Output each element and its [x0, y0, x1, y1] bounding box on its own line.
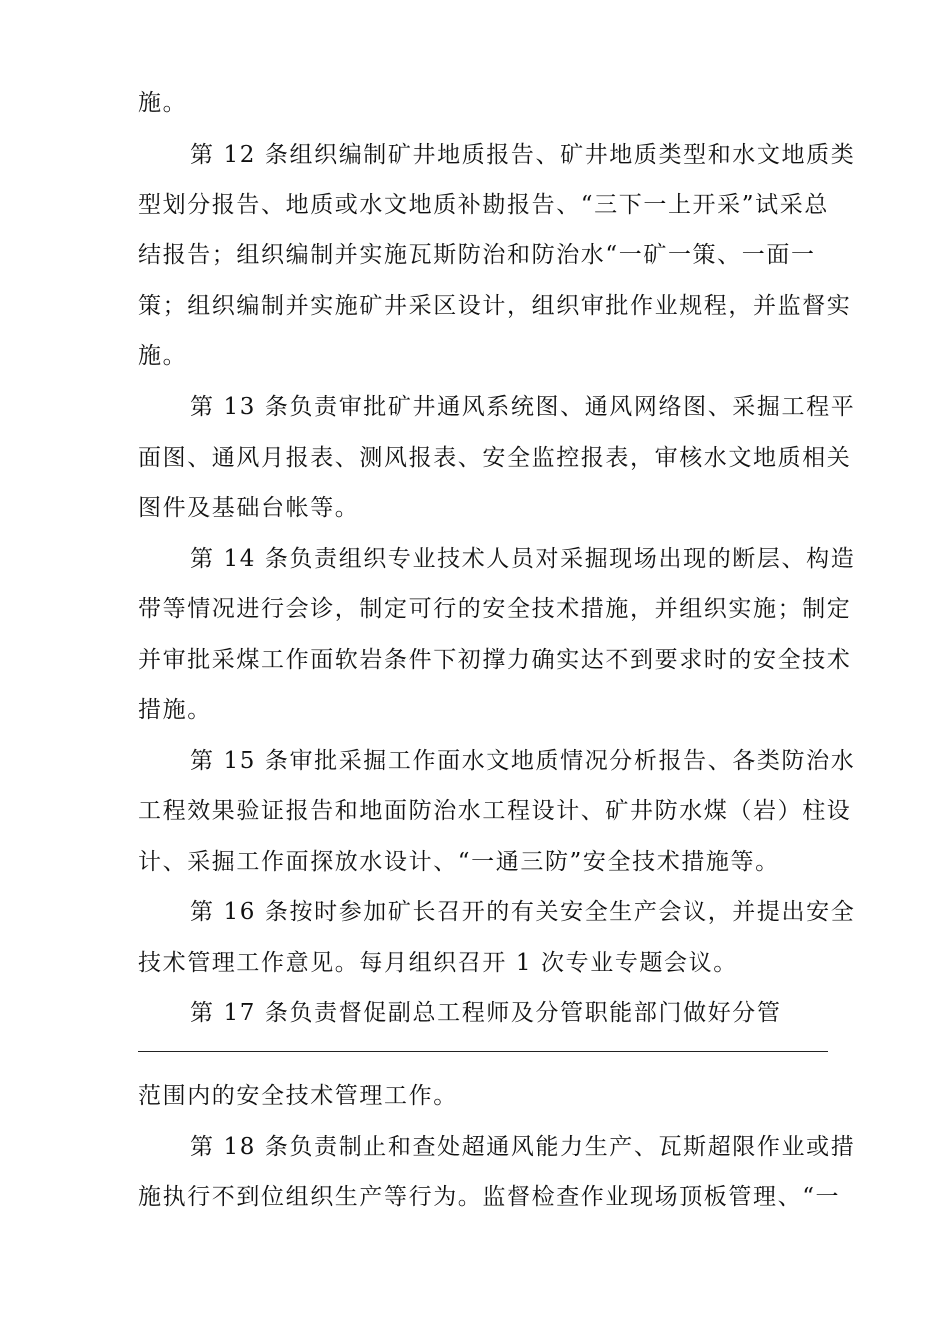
text-line: 第 14 条负责组织专业技术人员对采掘现场出现的断层、构造 [190, 546, 856, 572]
text-line: 计、采掘工作面探放水设计、“一通三防”安全技术措施等。 [138, 849, 780, 875]
text-line: 结报告；组织编制并实施瓦斯防治和防治水“一矿一策、一面一 [138, 242, 816, 268]
text-line: 策；组织编制并实施矿井采区设计，组织审批作业规程，并监督实 [138, 293, 852, 319]
text-line: 第 18 条负责制止和查处超通风能力生产、瓦斯超限作业或措 [190, 1134, 856, 1160]
text-line: 带等情况进行会诊，制定可行的安全技术措施，并组织实施；制定 [138, 596, 852, 622]
text-line: 第 15 条审批采掘工作面水文地质情况分析报告、各类防治水 [190, 748, 856, 774]
text-line: 第 13 条负责审批矿井通风系统图、通风网络图、采掘工程平 [190, 394, 856, 420]
text-line: 型划分报告、地质或水文地质补勘报告、“三下一上开采”试采总 [138, 192, 829, 218]
text-line: 施执行不到位组织生产等行为。监督检查作业现场顶板管理、“一 [138, 1184, 841, 1210]
text-line: 第 16 条按时参加矿长召开的有关安全生产会议，并提出安全 [190, 899, 856, 925]
text-line: 工程效果验证报告和地面防治水工程设计、矿井防水煤（岩）柱设 [138, 798, 852, 824]
text-line: 并审批采煤工作面软岩条件下初撑力确实达不到要求时的安全技术 [138, 647, 852, 673]
text-line: 技术管理工作意见。每月组织召开 1 次专业专题会议。 [138, 950, 738, 976]
text-line: 第 12 条组织编制矿井地质报告、矿井地质类型和水文地质类 [190, 142, 856, 168]
text-line: 施。 [138, 343, 188, 369]
text-line: 第 17 条负责督促副总工程师及分管职能部门做好分管 [190, 1000, 782, 1026]
text-line: 措施。 [138, 697, 212, 723]
text-line: 施。 [138, 90, 188, 116]
page-divider [138, 1051, 828, 1052]
text-line: 图件及基础台帐等。 [138, 495, 360, 521]
text-line: 范围内的安全技术管理工作。 [138, 1083, 458, 1109]
text-line: 面图、通风月报表、测风报表、安全监控报表，审核水文地质相关 [138, 445, 852, 471]
